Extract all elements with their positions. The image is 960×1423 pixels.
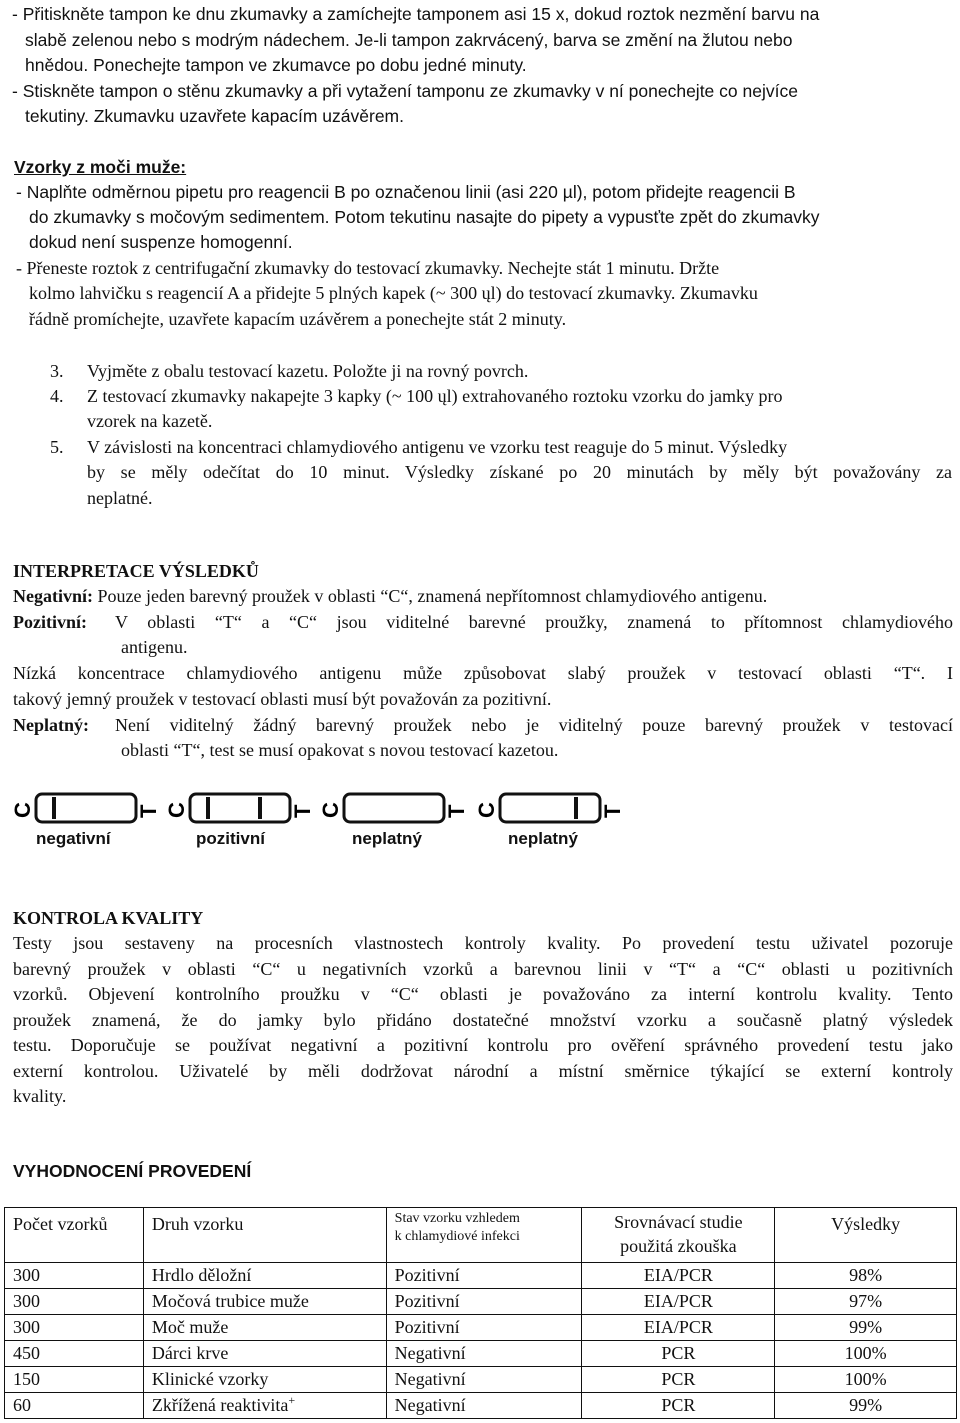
cassette-4-c-mark: C	[474, 802, 499, 818]
cell-study	[582, 1315, 775, 1341]
cassette-1-t-mark: T	[136, 804, 161, 818]
cassette-1-label: negativní	[36, 829, 111, 848]
cell-type-text: Klinické vzorky	[151, 1369, 269, 1389]
urine-line-2: do zkumavky s močovým sedimentem. Potom tekutinu nasajte do pipety a vypusťte zpět do zkumavky	[29, 207, 820, 227]
cell-result	[775, 1393, 957, 1419]
qc-line-4: proužek znamená, že do jamky bylo přidáno dostatečné množství vzorku a současně platný výsledek	[13, 1010, 953, 1030]
cell-result-text: 99%	[849, 1395, 883, 1415]
table-header-row	[5, 1208, 957, 1263]
qc-line-6: externí kontrolou. Uživatelé by měli dodržovat národní a místní směrnice týkající se externí kontroly	[13, 1061, 953, 1081]
cell-count-text: 300	[13, 1291, 40, 1311]
qc-line-7: kvality.	[13, 1086, 67, 1106]
cassette-4-test-line	[574, 797, 578, 819]
urine-line-3: dokud není suspenze homogenní.	[29, 232, 293, 252]
cassette-3-label: neplatný	[352, 829, 422, 848]
cell-status	[386, 1393, 582, 1419]
cell-count-text: 150	[13, 1369, 40, 1389]
qc-heading: KONTROLA KVALITY	[13, 908, 204, 928]
table-row	[5, 1393, 957, 1419]
header-status-a: Stav vzorku vzhledem	[394, 1211, 520, 1226]
cassette-4-window	[500, 794, 600, 822]
intro-line-1: - Přitiskněte tampon ke dnu zkumavky a zamíchejte tamponem asi 15 x, dokud roztok nezmění barvu na	[12, 4, 820, 24]
cassette-1-control-line	[52, 797, 56, 819]
low-concentration-a: Nízká koncentrace chlamydiového antigenu může způsobovat slabý proužek v testovací oblasti “T“. I	[13, 663, 953, 683]
cassette-2-t-mark: T	[290, 804, 315, 818]
cell-status-text: Pozitivní	[394, 1317, 460, 1337]
cell-study	[582, 1341, 775, 1367]
urine-line-5: kolmo lahvičku s reagencií A a přidejte 5 plných kapek (~ 300 ųl) do testovací zkumavky. Zkumavku	[29, 283, 758, 303]
cassette-3-t-mark: T	[444, 804, 469, 818]
cell-status	[386, 1367, 582, 1393]
cell-study-text: PCR	[661, 1369, 696, 1389]
cell-result-text: 99%	[849, 1317, 883, 1337]
cell-study-text: PCR	[661, 1395, 696, 1415]
evaluation-heading: VYHODNOCENÍ PROVEDENÍ	[13, 1161, 252, 1181]
cassette-invalid-2	[474, 794, 625, 822]
cell-study-text: EIA/PCR	[643, 1291, 713, 1311]
cell-type-superscript: +	[288, 1393, 296, 1407]
cell-type-text: Moč muže	[151, 1317, 229, 1337]
step-5-text-b: by se měly odečítat do 10 minut. Výsledky získané po 20 minutách by měly být považovány za	[87, 462, 952, 482]
cell-study	[582, 1393, 775, 1419]
urine-line-6: řádně promíchejte, uzavřete kapacím uzávěrem a ponechejte stát 2 minuty.	[29, 309, 567, 329]
table-row	[5, 1263, 957, 1289]
cell-type-text: Hrdlo děložní	[151, 1265, 252, 1285]
urine-line-4: - Přeneste roztok z centrifugační zkumavky do testovací zkumavky. Nechejte stát 1 minutu. Držte	[16, 258, 720, 278]
cell-status-text: Negativní	[394, 1369, 466, 1389]
header-study-b: použitá zkouška	[620, 1236, 737, 1256]
step-3-num: 3.	[50, 361, 64, 381]
step-4-num: 4.	[50, 386, 64, 406]
header-study	[582, 1208, 775, 1263]
negative-row	[13, 583, 767, 609]
cell-count-text: 60	[13, 1395, 31, 1415]
cell-status	[386, 1263, 582, 1289]
cell-type-text: Zkřížená reaktivita	[151, 1395, 289, 1415]
cell-status	[386, 1289, 582, 1315]
cell-study	[582, 1367, 775, 1393]
cassette-4-t-mark: T	[600, 804, 625, 818]
qc-line-3: vzorků. Objevení kontrolního proužku v “C“ oblasti je považováno za interní kontrolu kvality. Tento	[13, 984, 953, 1004]
cell-type	[143, 1263, 386, 1289]
cell-count-text: 300	[13, 1317, 40, 1337]
cell-count	[5, 1315, 144, 1341]
cassette-2-label: pozitivní	[196, 829, 265, 848]
step-3-text: Vyjměte z obalu testovací kazetu. Položte ji na rovný povrch.	[87, 361, 529, 381]
cell-status	[386, 1315, 582, 1341]
header-status	[386, 1208, 582, 1263]
cassette-diagrams	[0, 780, 960, 860]
interpretation-heading: INTERPRETACE VÝSLEDKŮ	[13, 561, 259, 581]
cell-result-text: 98%	[849, 1265, 883, 1285]
cassette-1-c-mark: C	[10, 802, 35, 818]
cassette-4-label: neplatný	[508, 829, 578, 848]
step-5-text-a: V závislosti na koncentraci chlamydiového antigenu ve vzorku test reaguje do 5 minut. Výsledky	[87, 437, 788, 457]
qc-line-2: barevný proužek v oblasti “C“ u negativních vzorků a barevnou linii v “T“ a “C“ oblasti u pozitivních	[13, 959, 953, 979]
cell-type	[143, 1393, 386, 1419]
cassette-3-window	[344, 794, 444, 822]
cassette-invalid-1	[318, 794, 469, 822]
cell-count-text: 450	[13, 1343, 40, 1363]
invalid-label: Neplatný:	[13, 715, 89, 735]
cassette-2-test-line	[258, 797, 262, 819]
cell-status	[386, 1341, 582, 1367]
cell-count	[5, 1341, 144, 1367]
table-row	[5, 1315, 957, 1341]
cell-type	[143, 1341, 386, 1367]
invalid-text-2: oblasti “T“, test se musí opakovat s novou testovací kazetou.	[121, 740, 559, 760]
cell-status-text: Negativní	[394, 1343, 466, 1363]
cell-result	[775, 1367, 957, 1393]
cassette-3-c-mark: C	[318, 802, 343, 818]
cell-study	[582, 1263, 775, 1289]
negative-label: Negativní:	[13, 586, 93, 606]
low-concentration-b: takový jemný proužek v testovací oblasti musí být považován za pozitivní.	[13, 689, 552, 709]
cell-type	[143, 1289, 386, 1315]
cell-count	[5, 1289, 144, 1315]
cell-count	[5, 1367, 144, 1393]
intro-line-3: hnědou. Ponechejte tampon ve zkumavce po dobu jedné minuty.	[25, 55, 527, 75]
header-count: Počet vzorků	[5, 1208, 144, 1263]
cell-study-text: EIA/PCR	[643, 1265, 713, 1285]
cassette-1-window	[36, 794, 136, 822]
cell-type	[143, 1315, 386, 1341]
negative-text: Pouze jeden barevný proužek v oblasti “C“, znamená nepřítomnost chlamydiového antigenu.	[93, 586, 768, 606]
positive-label: Pozitivní:	[13, 612, 87, 632]
cassette-2-window	[190, 794, 290, 822]
table-row	[5, 1367, 957, 1393]
cell-status-text: Pozitivní	[394, 1291, 460, 1311]
urine-heading: Vzorky z moči muže:	[14, 157, 187, 177]
cell-result	[775, 1341, 957, 1367]
cell-type-text: Dárci krve	[151, 1343, 229, 1363]
positive-text: V oblasti “T“ a “C“ jsou viditelné barevné proužky, znamená to přítomnost chlamydiového	[115, 612, 953, 632]
header-type: Druh vzorku	[143, 1208, 386, 1263]
intro-line-5: tekutiny. Zkumavku uzavřete kapacím uzávěrem.	[25, 106, 404, 126]
cell-status-text: Negativní	[394, 1395, 466, 1415]
cell-result	[775, 1263, 957, 1289]
intro-line-4: - Stiskněte tampon o stěnu zkumavky a při vytažení tamponu ze zkumavky v ní ponechejte co nejvíce	[12, 81, 798, 101]
cassette-2-control-line	[206, 797, 210, 819]
cell-study	[582, 1289, 775, 1315]
table-row	[5, 1289, 957, 1315]
header-results: Výsledky	[775, 1208, 957, 1263]
table-row	[5, 1341, 957, 1367]
cell-result-text: 100%	[844, 1369, 887, 1389]
qc-line-1: Testy jsou sestaveny na procesních vlastnostech kontroly kvality. Po provedení testu uživatel pozoruje	[13, 933, 953, 953]
cell-result-text: 97%	[849, 1291, 883, 1311]
cell-type-text: Močová trubice muže	[151, 1291, 309, 1311]
cell-result	[775, 1289, 957, 1315]
evaluation-table	[4, 1207, 957, 1419]
intro-line-2: slabě zelenou nebo s modrým nádechem. Je-li tampon zakrvácený, barva se změní na žlutou nebo	[25, 30, 793, 50]
invalid-text: Není viditelný žádný barevný proužek nebo je viditelný pouze barevný proužek v testovací	[115, 715, 953, 735]
cell-status-text: Pozitivní	[394, 1265, 460, 1285]
header-status-b: k chlamydiové infekci	[394, 1229, 520, 1244]
step-4-text-a: Z testovací zkumavky nakapejte 3 kapky (~ 100 ųl) extrahovaného roztoku vzorku do jamky pro	[87, 386, 783, 406]
positive-text-2: antigenu.	[121, 637, 188, 657]
step-5-num: 5.	[50, 437, 64, 457]
cell-study-text: PCR	[661, 1343, 696, 1363]
header-study-a: Srovnávací studie	[614, 1212, 743, 1232]
cell-study-text: EIA/PCR	[643, 1317, 713, 1337]
cassette-positive	[164, 794, 315, 822]
cell-result	[775, 1315, 957, 1341]
step-5-text-c: neplatné.	[87, 488, 153, 508]
cell-count	[5, 1393, 144, 1419]
cell-result-text: 100%	[844, 1343, 887, 1363]
cassette-negative	[10, 794, 161, 822]
qc-line-5: testu. Doporučuje se používat negativní a pozitivní kontrolu pro ověření správného provedení testu jako	[13, 1035, 953, 1055]
cell-type	[143, 1367, 386, 1393]
cassette-2-c-mark: C	[164, 802, 189, 818]
cell-count-text: 300	[13, 1265, 40, 1285]
cell-count	[5, 1263, 144, 1289]
step-4-text-b: vzorek na kazetě.	[87, 411, 213, 431]
urine-line-1: - Naplňte odměrnou pipetu pro reagencii B po označenou linii (asi 220 µl), potom přidejte reagencii B	[16, 182, 796, 202]
